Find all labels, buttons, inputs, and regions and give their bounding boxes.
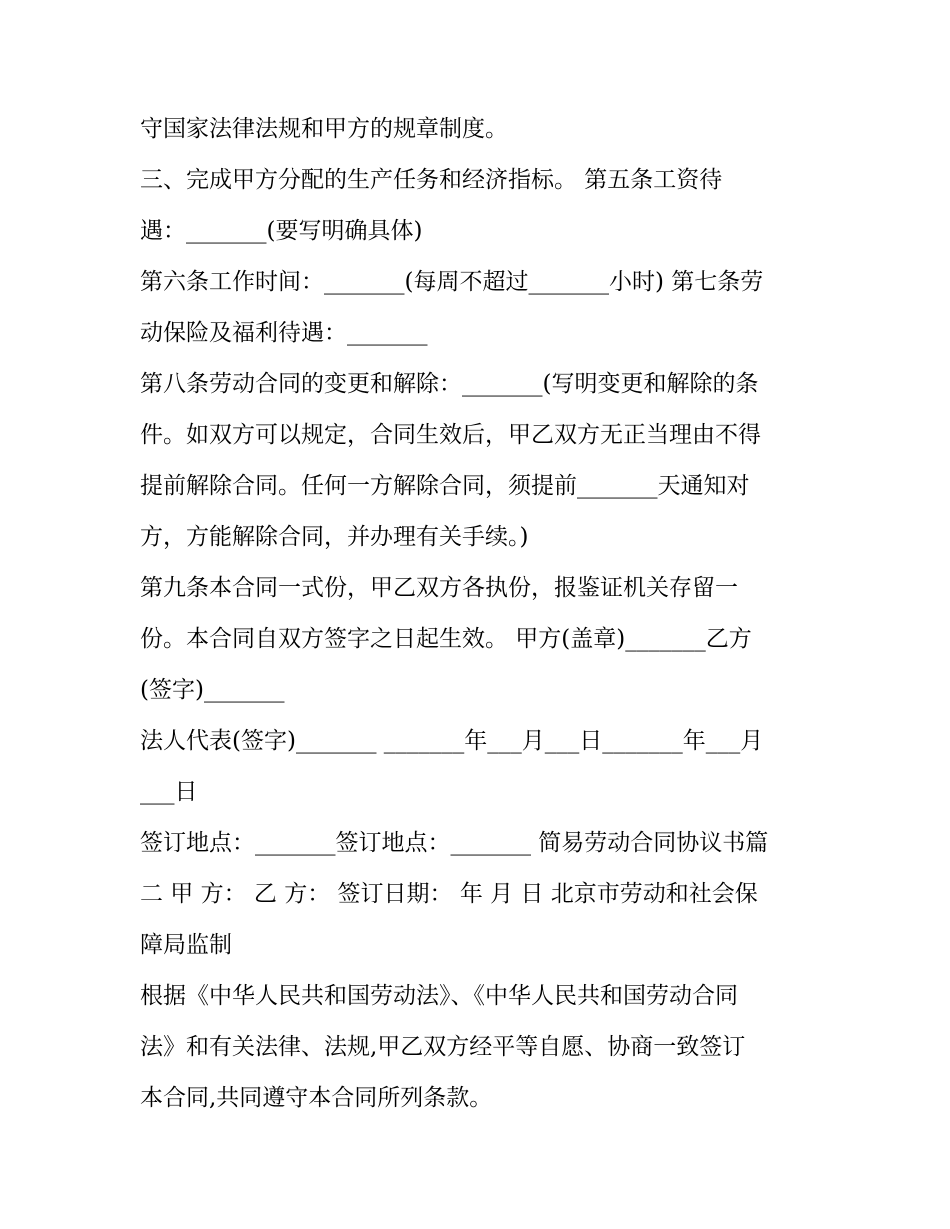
document-body xyxy=(140,104,830,1124)
text-line: 第九条本合同一式份，甲乙双方各执份，报鉴证机关存留一 xyxy=(140,575,738,601)
text-line: 份。本合同自双方签字之日起生效。 甲方(盖章)_______乙方 xyxy=(140,626,752,652)
text-line: ___日 xyxy=(140,779,198,805)
text-line: 提前解除合同。任何一方解除合同，须提前_______天通知对 xyxy=(140,473,750,499)
text-line: (签字)_______ xyxy=(140,677,285,703)
text-line: 第六条工作时间：_______(每周不超过_______小时) 第七条劳 xyxy=(140,269,764,295)
text-line: 守国家法律法规和甲方的规章制度。 xyxy=(140,116,508,142)
text-line: 方，方能解除合同，并办理有关手续。) xyxy=(140,524,529,550)
text-line: 三、完成甲方分配的生产任务和经济指标。 第五条工资待 xyxy=(140,167,723,193)
text-line: 件。如双方可以规定，合同生效后，甲乙双方无正当理由不得 xyxy=(140,422,761,448)
text-line: 签订地点：_______签订地点：_______ 简易劳动合同协议书篇 xyxy=(140,830,769,856)
text-line: 第八条劳动合同的变更和解除：_______(写明变更和解除的条 xyxy=(140,371,759,397)
text-line: 根据《中华人民共和国劳动法》、《中华人民共和国劳动合同 xyxy=(140,983,738,1009)
text-line: 本合同,共同遵守本合同所列条款。 xyxy=(140,1085,493,1111)
text-line: 法》和有关法律、法规,甲乙双方经平等自愿、协商一致签订 xyxy=(140,1034,746,1060)
text-line: 动保险及福利待遇：_______ xyxy=(140,320,428,346)
text-line: 二 甲 方： 乙 方： 签订日期： 年 月 日 北京市劳动和社会保 xyxy=(140,881,758,907)
text-line: 障局监制 xyxy=(140,932,232,958)
text-line: 法人代表(签字)_______ _______年___月___日_______年___月 xyxy=(140,728,764,754)
text-line: 遇：_______(要写明确具体) xyxy=(140,218,423,244)
